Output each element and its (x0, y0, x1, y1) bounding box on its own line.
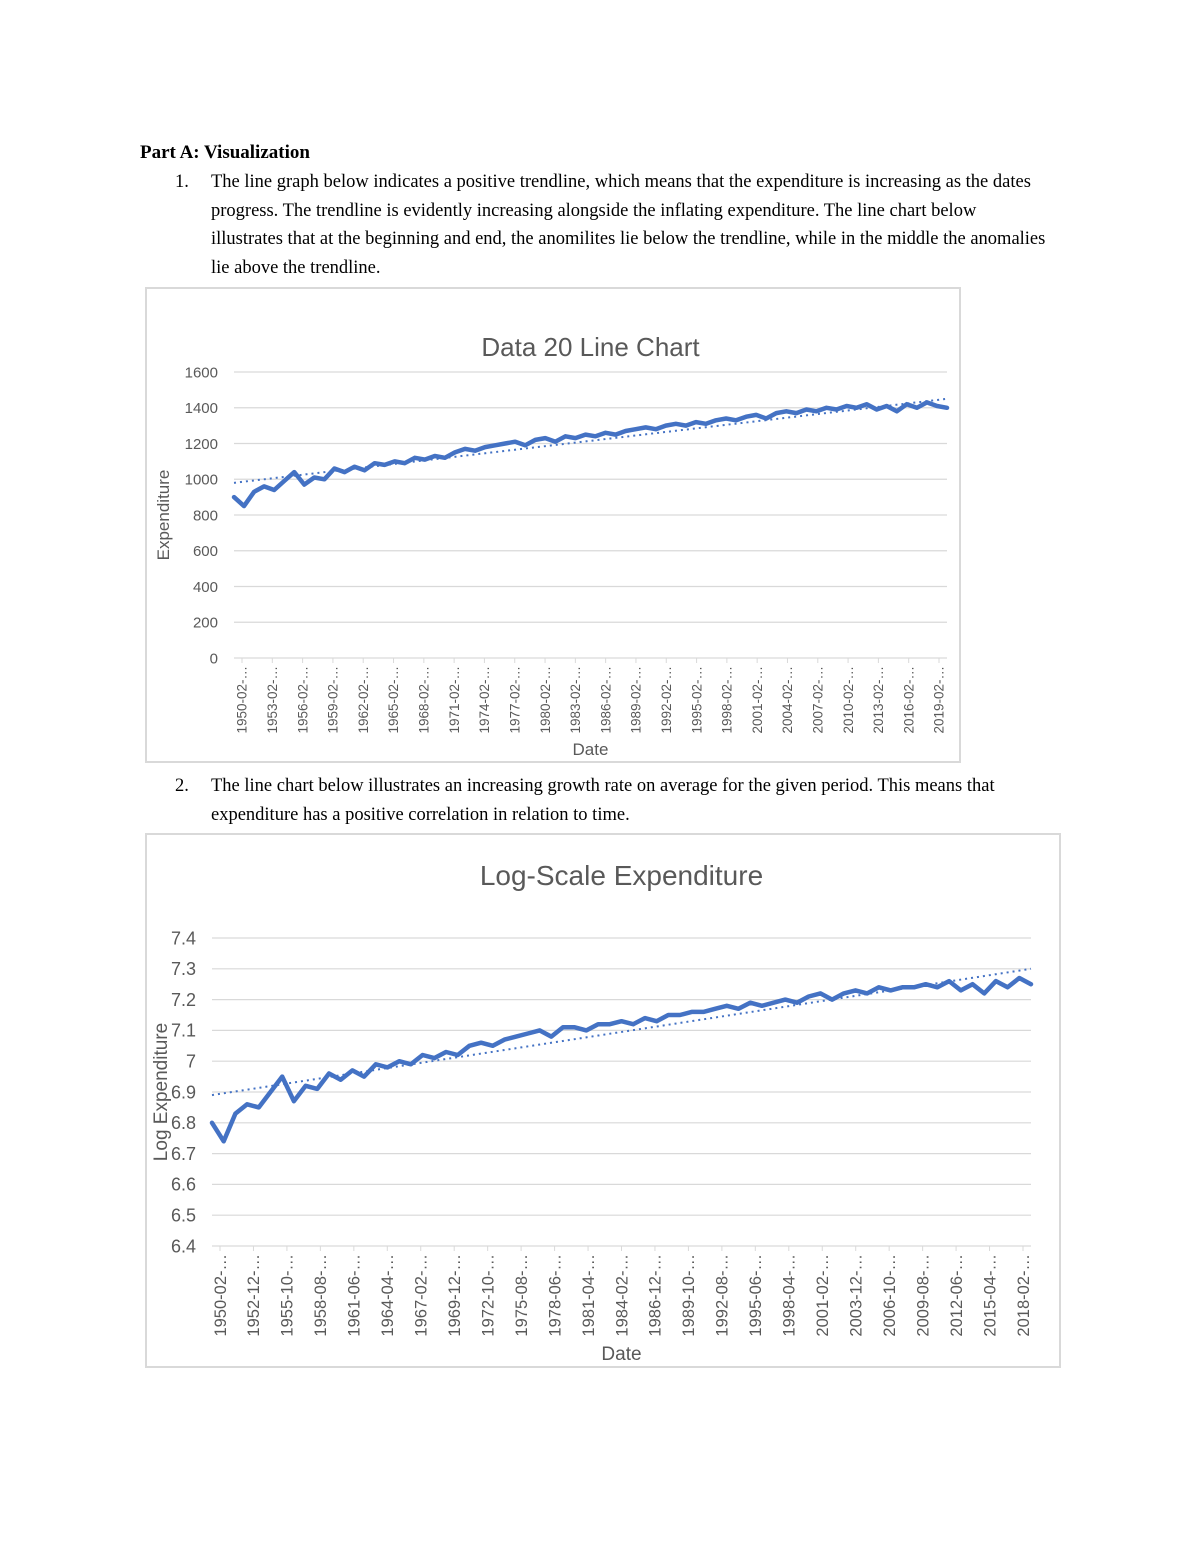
y-tick-label: 1400 (184, 400, 218, 417)
y-tick-label: 6.6 (170, 1174, 196, 1195)
x-axis-title: Date (601, 1344, 642, 1365)
chart-svg (147, 289, 959, 761)
x-tick-label: 1959-02-… (325, 666, 341, 734)
x-tick-label: 1950-02-… (211, 1254, 230, 1337)
x-tick-label: 1968-02-… (416, 666, 432, 734)
x-tick-label: 1995-06-… (747, 1254, 766, 1337)
x-tick-label: 1969-12-… (445, 1254, 464, 1337)
y-tick-label: 200 (192, 614, 218, 632)
x-tick-label: 1992-02-… (658, 666, 674, 734)
y-tick-label: 6.5 (170, 1205, 196, 1226)
x-tick-label: 2015-04-… (981, 1254, 1000, 1337)
x-tick-label: 1986-12-… (646, 1254, 665, 1337)
x-tick-label: 1989-10-… (680, 1254, 699, 1337)
list-item-number: 1. (175, 172, 189, 192)
x-tick-label: 2016-02-… (901, 666, 917, 734)
x-tick-label: 1975-08-… (512, 1254, 531, 1337)
x-tick-label: 1989-02-… (628, 666, 644, 734)
y-tick-label: 6.8 (170, 1113, 196, 1134)
x-tick-label: 2010-02-… (840, 666, 856, 734)
list-item-text: The line chart below illustrates an increasing growth rate on average for the given period. This means that expenditure has a positive correlation in relation to time. (211, 776, 995, 825)
x-tick-label: 2019-02-… (931, 666, 947, 734)
x-tick-label: 1983-02-… (568, 666, 584, 734)
x-tick-label: 2013-02-… (871, 666, 887, 734)
x-tick-label: 1992-08-… (713, 1254, 732, 1337)
x-tick-label: 2003-12-… (847, 1254, 866, 1337)
x-tick-label: 1958-08-… (312, 1254, 331, 1337)
y-tick-label: 1600 (184, 364, 218, 382)
x-tick-label: 1965-02-… (386, 666, 402, 734)
x-tick-label: 2004-02-… (780, 666, 796, 734)
x-axis-title: Date (572, 740, 609, 759)
x-tick-label: 2001-02-… (749, 666, 765, 734)
y-tick-label: 600 (192, 543, 218, 560)
x-tick-label: 2007-02-… (810, 666, 826, 734)
x-tick-label: 1998-04-… (780, 1254, 799, 1337)
y-tick-label: 0 (209, 650, 218, 668)
y-tick-label: 7 (185, 1051, 196, 1072)
chart-data-20-line (145, 287, 961, 763)
y-tick-label: 7.4 (170, 928, 196, 949)
series-line (212, 978, 1031, 1141)
y-tick-label: 1000 (184, 471, 218, 489)
x-tick-label: 1974-02-… (477, 666, 493, 734)
chart-svg (147, 835, 1059, 1366)
x-tick-label: 1995-02-… (689, 666, 705, 734)
section-heading: Part A: Visualization (140, 142, 310, 163)
y-tick-label: 6.7 (170, 1143, 196, 1164)
x-tick-label: 1955-10-… (278, 1254, 297, 1337)
y-tick-label: 1200 (184, 435, 218, 453)
chart-title: Data 20 Line Chart (481, 332, 700, 362)
y-tick-label: 6.9 (170, 1082, 196, 1103)
x-tick-label: 1981-04-… (579, 1254, 598, 1337)
x-tick-label: 2012-06-… (947, 1254, 966, 1337)
x-tick-label: 1986-02-… (598, 666, 614, 734)
list-item-number: 2. (175, 776, 189, 796)
x-tick-label: 1978-06-… (546, 1254, 565, 1337)
x-tick-label: 2006-10-… (880, 1254, 899, 1337)
y-tick-label: 7.1 (170, 1020, 196, 1041)
list-item-text: The line graph below indicates a positive trendline, which means that the expenditure is increasing as the dates progress. The trendline is evidently increasing alongside the inflating expenditure. The line chart below illustrates that at the beginning and end, the anomilites lie below the trendline, while in the middle the anomalies lie above the trendline. (211, 172, 1046, 278)
x-tick-label: 1961-06-… (345, 1254, 364, 1337)
x-tick-label: 1972-10-… (479, 1254, 498, 1337)
x-tick-label: 2009-08-… (914, 1254, 933, 1337)
x-tick-label: 1952-12-… (245, 1254, 264, 1337)
x-tick-label: 1998-02-… (719, 666, 735, 734)
y-tick-label: 800 (192, 507, 218, 525)
x-tick-label: 1962-02-… (355, 666, 371, 734)
y-axis-title: Expenditure (154, 469, 173, 561)
x-tick-label: 1956-02-… (295, 666, 311, 734)
y-tick-label: 400 (192, 578, 218, 596)
y-axis-title: Log Expenditure (151, 1022, 172, 1162)
x-tick-label: 1967-02-… (412, 1254, 431, 1337)
x-tick-label: 1977-02-… (507, 666, 523, 734)
x-tick-label: 2001-02-… (814, 1254, 833, 1337)
chart-log-scale-expenditure (145, 833, 1061, 1368)
y-tick-label: 6.4 (170, 1236, 196, 1257)
x-tick-label: 1984-02-… (613, 1254, 632, 1337)
chart-title: Log-Scale Expenditure (479, 860, 764, 891)
x-tick-label: 1950-02-… (234, 666, 250, 734)
x-tick-label: 1964-04-… (379, 1254, 398, 1337)
x-tick-label: 1953-02-… (265, 666, 281, 734)
series-line (234, 402, 947, 506)
x-tick-label: 1971-02-… (446, 666, 462, 734)
y-tick-label: 7.2 (170, 989, 196, 1010)
y-tick-label: 7.3 (170, 959, 196, 980)
x-tick-label: 2018-02-… (1014, 1254, 1033, 1337)
x-tick-label: 1980-02-… (537, 666, 553, 734)
